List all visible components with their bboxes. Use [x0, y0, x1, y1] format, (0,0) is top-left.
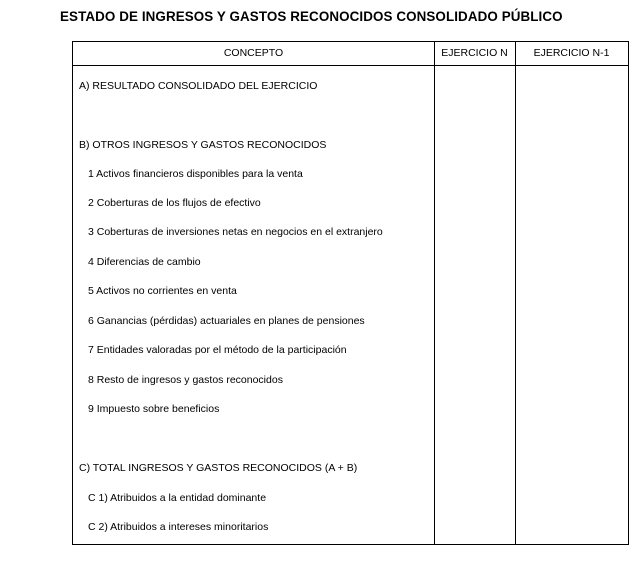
section-c-row: C) TOTAL INGRESOS Y GASTOS RECONOCIDOS (A + B)	[79, 462, 358, 474]
table-row: 5 Activos no corrientes en venta	[88, 285, 237, 297]
table-row: 3 Coberturas de inversiones netas en negocios en el extranjero	[88, 226, 383, 238]
column-header-concepto: CONCEPTO	[223, 47, 284, 59]
table-row: 4 Diferencias de cambio	[88, 256, 201, 268]
table-header	[73, 42, 628, 66]
table-row: C 2) Atribuidos a intereses minoritarios	[88, 521, 269, 533]
table-row: 9 Impuesto sobre beneficios	[88, 403, 220, 415]
table-row: C 1) Atribuidos a la entidad dominante	[88, 492, 267, 504]
table-row: 1 Activos financieros disponibles para la venta	[88, 168, 303, 180]
statement-table	[72, 41, 629, 545]
column-header-ejercicio-n: EJERCICIO N	[441, 47, 508, 59]
table-row: 6 Ganancias (pérdidas) actuariales en planes de pensiones	[88, 315, 365, 327]
column-divider	[434, 42, 435, 544]
table-row: 7 Entidades valoradas por el método de la participación	[88, 344, 347, 356]
page-title: ESTADO DE INGRESOS Y GASTOS RECONOCIDOS CONSOLIDADO PÚBLICO	[60, 9, 563, 24]
table-row: 8 Resto de ingresos y gastos reconocidos	[88, 374, 283, 386]
table-row: 2 Coberturas de los flujos de efectivo	[88, 197, 261, 209]
column-divider	[515, 42, 516, 544]
section-a-row: A) RESULTADO CONSOLIDADO DEL EJERCICIO	[79, 80, 318, 92]
column-header-ejercicio-n-1: EJERCICIO N-1	[533, 47, 610, 59]
section-b-row: B) OTROS INGRESOS Y GASTOS RECONOCIDOS	[79, 139, 327, 151]
